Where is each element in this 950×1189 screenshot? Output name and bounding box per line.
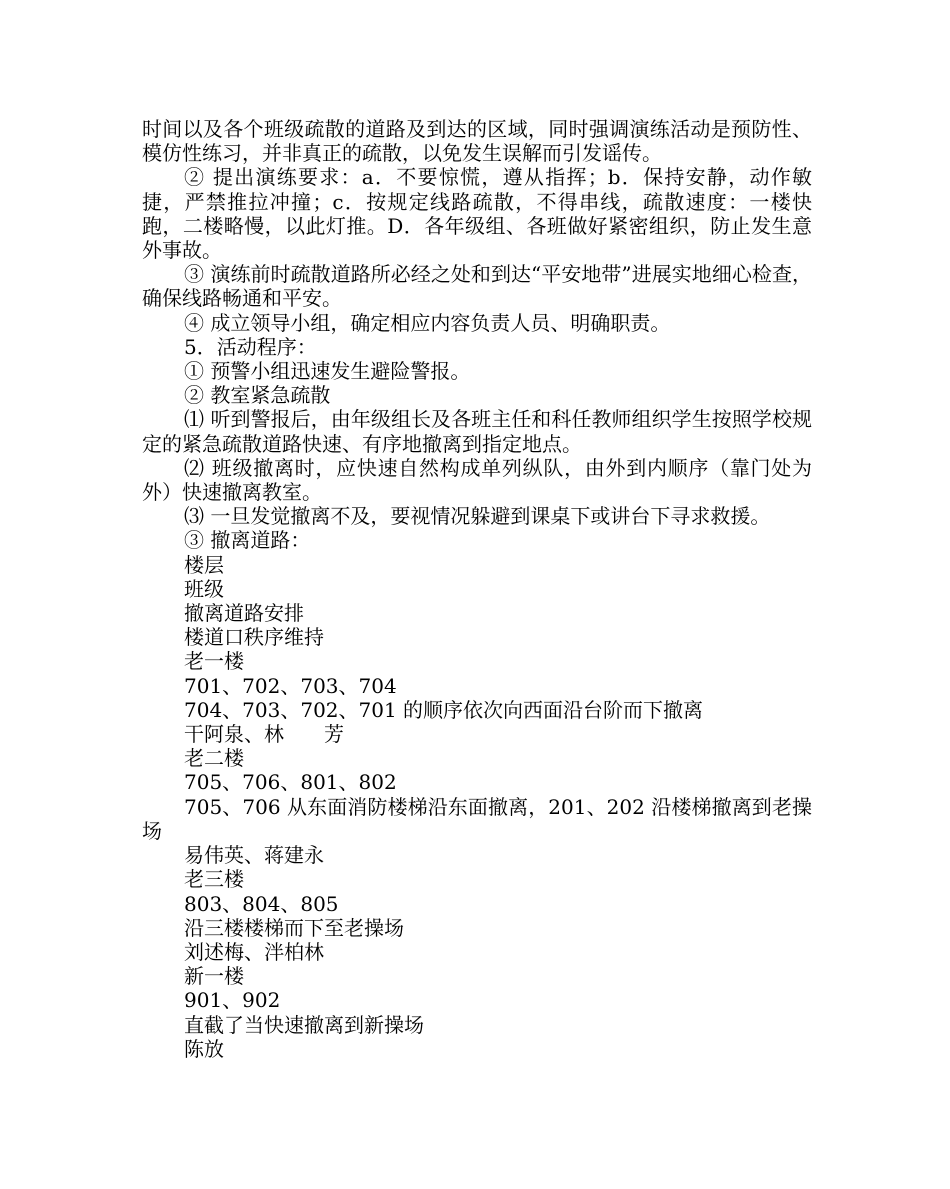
document-page bbox=[142, 117, 812, 1061]
paragraph-step-3: ⑶ 一旦发觉撤离不及，要视情况躲避到课桌下或讲台下寻求救援。 bbox=[184, 504, 771, 529]
table-header-class: 班级 bbox=[184, 576, 224, 601]
paragraph-leadership-group: ④ 成立领导小组，确定相应内容负责人员、明确职责。 bbox=[184, 310, 671, 335]
heading-evacuation-routes: ③ 撤离道路： bbox=[184, 528, 311, 553]
table-cell-keepers: 陈放 bbox=[184, 1036, 224, 1061]
table-cell-classes: 705、706、801、802 bbox=[184, 770, 397, 795]
table-cell-floor: 新一楼 bbox=[184, 964, 244, 989]
paragraph-intro: 时间以及各个班级疏散的道路及到达的区域，同时强调演练活动是预防性、模仿性练习，并非真正的疏散，以免发生误解而引发谣传。 bbox=[142, 117, 812, 166]
table-cell-keepers: 刘述梅、泮柏林 bbox=[184, 939, 324, 964]
table-header-order-keeper: 楼道口秩序维持 bbox=[184, 625, 324, 650]
paragraph-route-inspection: ③ 演练前时疏散道路所必经之处和到达“平安地带”进展实地细心检查，确保线路畅通和平安。 bbox=[142, 262, 812, 311]
heading-activity-procedure: 5．活动程序： bbox=[184, 334, 317, 359]
table-cell-floor: 老三楼 bbox=[184, 867, 244, 892]
paragraph-drill-requirements: ② 提出演练要求：a．不要惊慌，遵从指挥；b．保持安静，动作敏捷，严禁推拉冲撞；c．按规定线路疏散，不得串线，疏散速度：一楼快跑，二楼略慢，以此灯推。D．各年级组、各班做好紧密组织，防止发生意外事故。 bbox=[142, 165, 812, 263]
paragraph-alarm: ① 预警小组迅速发生避险警报。 bbox=[184, 359, 471, 384]
table-header-floor: 楼层 bbox=[184, 552, 224, 577]
table-cell-classes: 701、702、703、704 bbox=[184, 673, 397, 698]
table-cell-keepers: 易伟英、蒋建永 bbox=[184, 843, 324, 868]
paragraph-classroom-evacuation: ② 教室紧急疏散 bbox=[184, 383, 331, 408]
table-cell-route: 704、703、702、701 的顺序依次向西面沿台阶而下撤离 bbox=[184, 697, 704, 722]
table-cell-keepers: 干阿泉、林 芳 bbox=[184, 722, 344, 747]
table-cell-classes: 803、804、805 bbox=[184, 891, 339, 916]
table-cell-route: 沿三楼楼梯而下至老操场 bbox=[184, 915, 404, 940]
table-header-route: 撤离道路安排 bbox=[184, 601, 304, 626]
table-cell-floor: 老二楼 bbox=[184, 746, 244, 771]
evacuation-route-table bbox=[142, 553, 812, 1061]
table-cell-classes: 901、902 bbox=[184, 988, 281, 1013]
paragraph-step-2: ⑵ 班级撤离时，应快速自然构成单列纵队，由外到内顺序（靠门处为外）快速撤离教室。 bbox=[142, 455, 812, 505]
table-cell-route: 直截了当快速撤离到新操场 bbox=[184, 1012, 424, 1037]
table-cell-floor: 老一楼 bbox=[184, 649, 244, 674]
paragraph-step-1: ⑴ 听到警报后，由年级组长及各班主任和科任教师组织学生按照学校规定的紧急疏散道路快速、有序地撤离到指定地点。 bbox=[142, 407, 812, 456]
table-cell-route: 705、706 从东面消防楼梯沿东面撤离，201、202 沿楼梯撤离到老操场 bbox=[142, 794, 812, 843]
